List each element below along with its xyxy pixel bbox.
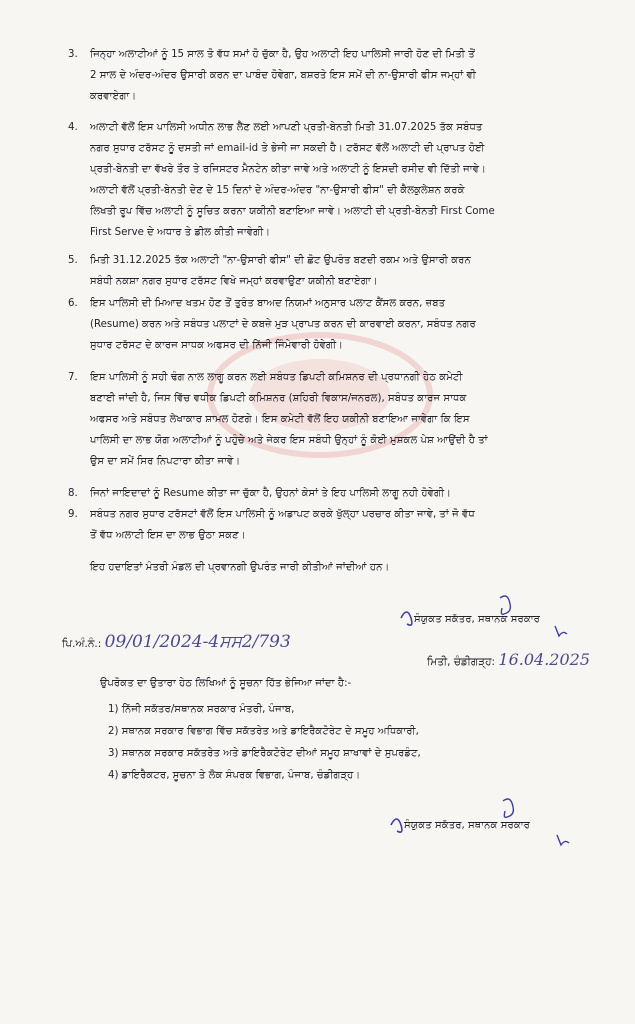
item-text-line: First Serve ਦੇ ਅਧਾਰ ਤੇ ਡੀਲ ਕੀਤੀ ਜਾਵੇਗੀ। [90,227,271,238]
distribution-item: 3) ਸਥਾਨਕ ਸਰਕਾਰ ਸਕੱਤਰੇਤ ਅਤੇ ਡਾਇਰੈਕਟੋਰੇਟ ਦੀਆਂ ਸਮੂਹ ਸ਼ਾਖਾਵਾਂ ਦੇ ਸੁਪਰਡੰਟ, [108,748,421,759]
distribution-item: 2) ਸਥਾਨਕ ਸਰਕਾਰ ਵਿਭਾਗ ਵਿੱਚ ਸਕੱਤਰੇਤ ਅਤੇ ਡਾਇਰੈਕਟੋਰੇਟ ਦੇ ਸਮੂਹ ਅਧਿਕਾਰੀ, [108,726,419,737]
item-text-line: ਇਸ ਪਾਲਿਸੀ ਦੀ ਮਿਆਦ ਖਤਮ ਹੋਣ ਤੋਂ ਤੁਰੰਤ ਬਾਅਦ ਨਿਯਮਾਂ ਅਨੁਸਾਰ ਪਲਾਟ ਕੈਂਸਲ ਕਰਨ, ਜ਼ਬਤ [90,298,446,309]
item-number: 7. [68,372,78,383]
item-text-line: ਸਬੰਧਤ ਨਗਰ ਸੁਧਾਰ ਟਰੱਸਟਾਂ ਵੱਲੋਂ ਇਸ ਪਾਲਿਸੀ ਨੂੰ ਅਡਾਪਟ ਕਰਕੇ ਖੁੱਲ੍ਹਾ ਪਰਚਾਰ ਕੀਤਾ ਜਾਵੇ, ਤਾਂ ਜੋ ਵੱਧ [90,509,475,520]
item-text-line: ਅਫਸਰ ਅਤੇ ਸਬੰਧਤ ਲੇਖਾਕਾਰ ਸ਼ਾਮਲ ਹੋਣਗੇ। ਇਸ ਕਮੇਟੀ ਵੱਲੋਂ ਇਹ ਯਕੀਨੀ ਬਣਾਇਆ ਜਾਵੇਗਾ ਕਿ ਇਸ [90,414,470,425]
item-text-line: ਇਸ ਪਾਲਿਸੀ ਨੂੰ ਸਹੀ ਢੰਗ ਨਾਲ ਲਾਗੂ ਕਰਨ ਲਈ ਸਬੰਧਤ ਡਿਪਟੀ ਕਮਿਸ਼ਨਰ ਦੀ ਪ੍ਰਧਾਨਗੀ ਹੇਠ ਕਮੇਟੀ [90,372,463,383]
item-text-line: ਮਿਤੀ 31.12.2025 ਤੱਕ ਅਲਾਟੀ "ਨਾ-ਉਸਾਰੀ ਫੀਸ" ਦੀ ਛੋਟ ਉਪਰੰਤ ਬਣਦੀ ਰਕਮ ਅਤੇ ਉਸਾਰੀ ਕਰਨ [90,255,471,266]
date-value: 16.04.2025 [498,650,591,669]
item-number: 8. [68,488,78,499]
policy-item [68,293,610,356]
item-text-line: ਸੁਧਾਰ ਟਰੱਸਟ ਦੇ ਕਾਰਜ ਸਾਧਕ ਅਫਸਰ ਦੀ ਨਿੱਜੀ ਜਿੰਮੇਵਾਰੀ ਹੋਵੇਗੀ। [90,340,344,351]
item-text-line: ਨਗਰ ਸੁਧਾਰ ਟਰੱਸਟ ਨੂੰ ਦਸਤੀ ਜਾਂ email-id ਤੇ ਭੇਜੀ ਜਾ ਸਕਦੀ ਹੈ। ਟਰੱਸਟ ਵੱਲੋਂ ਅਲਾਟੀ ਦੀ ਪ੍ਰਾਪਤ ਹੋਈ [90,143,485,154]
policy-item [68,483,610,504]
signature-title-1: ਸੰਯੁਕਤ ਸਕੱਤਰ, ਸਥਾਨਕ ਸਰਕਾਰ [414,614,541,625]
item-text-line: ਉਸ ਦਾ ਸਮੇਂ ਸਿਰ ਨਿਪਟਾਰਾ ਕੀਤਾ ਜਾਵੇ। [90,456,241,467]
policy-item [68,504,610,546]
item-number: 5. [68,255,78,266]
item-number: 9. [68,509,78,520]
item-text-line: ਪਾਲਿਸੀ ਦਾ ਲਾਭ ਯੋਗ ਅਲਾਟੀਆਂ ਨੂੰ ਪਹੁੰਚੇ ਅਤੇ ਜੇਕਰ ਇਸ ਸਬੰਧੀ ਉਨ੍ਹਾਂ ਨੂੰ ਕੋਈ ਮੁਸ਼ਕਲ ਪੇਸ਼ ਆਉਂਦੀ ਹੈ ਤਾਂ [90,435,488,446]
item-text-line: ਸਬੰਧੀ ਨਕਸ਼ਾ ਨਗਰ ਸੁਧਾਰ ਟਰੱਸਟ ਵਿਖੇ ਜਮ੍ਹਾਂ ਕਰਵਾਉਣਾ ਯਕੀਨੀ ਬਣਾਏਗਾ। [90,276,378,287]
policy-item [68,117,610,243]
reference-prefix: ਪਿ.ਅੰ.ਨੰ.: [62,638,102,650]
item-text-line: ਜਿਨ੍ਹਾ ਅਲਾਟੀਆਂ ਨੂੰ 15 ਸਾਲ ਤੋ ਵੱਧ ਸਮਾਂ ਹੋ ਚੁੱਕਾ ਹੈ, ਉਹ ਅਲਾਟੀ ਇਹ ਪਾਲਿਸੀ ਜਾਰੀ ਹੋਣ ਦੀ ਮਿਤੀ ਤੋਂ [90,49,475,60]
item-text-line: ਬਣਾਈ ਜਾਂਦੀ ਹੈ, ਜਿਸ ਵਿੱਚ ਵਧੀਕ ਡਿਪਟੀ ਕਮਿਸ਼ਨਰ (ਸ਼ਹਿਰੀ ਵਿਕਾਸ/ਜਨਰਲ), ਸਬੰਧਤ ਕਾਰਜ ਸਾਧਕ [90,393,467,404]
item-text-line: ਲਿਖਤੀ ਰੂਪ ਵਿੱਚ ਅਲਾਟੀ ਨੂੰ ਸੂਚਿਤ ਕਰਨਾ ਯਕੀਨੀ ਬਣਾਇਆ ਜਾਵੇ। ਅਲਾਟੀ ਦੀ ਪ੍ਰਤੀ-ਬੇਨਤੀ First Come [90,206,495,217]
date-line [427,650,590,669]
item-text-line: ਅਲਾਟੀ ਵੱਲੋਂ ਪ੍ਰਤੀ-ਬੇਨਤੀ ਦੇਣ ਦੇ 15 ਦਿਨਾਂ ਦੇ ਅੰਦਰ-ਅੰਦਰ "ਨਾ-ਉਸਾਰੀ ਫੀਸ" ਦੀ ਕੈਲਕੁਲੇਸ਼ਨ ਕਰਕੇ [90,185,465,196]
item-text-line: ਪ੍ਰਤੀ-ਬੇਨਤੀ ਦਾ ਵੱਖਰੇ ਤੌਰ ਤੇ ਰਜਿਸਟਰ ਮੈਨਟੇਨ ਕੀਤਾ ਜਾਵੇ ਅਤੇ ਅਲਾਟੀ ਨੂੰ ਇਸਦੀ ਰਸੀਦ ਵੀ ਦਿੱਤੀ ਜਾਵੇ। [90,164,486,175]
item-number: 4. [68,122,78,133]
item-text-line: ਅਲਾਟੀ ਵੱਲੋਂ ਇਸ ਪਾਲਿਸੀ ਅਧੀਨ ਲਾਭ ਲੈਣ ਲਈ ਆਪਣੀ ਪ੍ਰਤੀ-ਬੇਨਤੀ ਮਿਤੀ 31.07.2025 ਤੱਕ ਸਬੰਧਤ [90,122,483,133]
item-number: 3. [68,49,78,60]
signature-title-2: ਸੰਯੁਕਤ ਸਕੱਤਰ, ਸਥਾਨਕ ਸਰਕਾਰ [404,820,531,831]
item-text-line: ਜਿਨਾਂ ਜਾਇਦਾਦਾਂ ਨੂੰ Resume ਕੀਤਾ ਜਾ ਚੁੱਕਾ ਹੈ, ਉਹਨਾਂ ਕੇਸਾਂ ਤੇ ਇਹ ਪਾਲਿਸੀ ਲਾਗੂ ਨਹੀ ਹੋਵੇਗੀ। [90,488,452,499]
item-text-line: ਕਰਵਾਏਗਾ। [90,91,137,102]
date-label: ਮਿਤੀ, ਚੰਡੀਗੜ੍ਹ: [427,656,496,668]
item-text-line: 2 ਸਾਲ ਦੇ ਅੰਦਰ-ਅੰਦਰ ਉਸਾਰੀ ਕਰਨ ਦਾ ਪਾਬੰਦ ਹੋਵੇਗਾ, ਬਸ਼ਰਤੇ ਇਸ ਸਮੇਂ ਦੀ ਨਾ-ਉਸਾਰੀ ਫੀਸ ਜਮ੍ਹਾਂ ਵੀ [90,70,476,81]
policy-item [68,250,610,292]
item-text-line: (Resume) ਕਰਨ ਅਤੇ ਸਬੰਧਤ ਪਲਾਟਾਂ ਦੇ ਕਬਜ਼ੇ ਮੁੜ ਪ੍ਰਾਪਤ ਕਰਨ ਦੀ ਕਾਰਵਾਈ ਕਰਨਾ, ਸਬੰਧਤ ਨਗਰ [90,319,476,330]
reference-number: 09/01/2024-4ਸਸ2/793 [104,632,291,652]
reference-line [62,632,291,652]
item-text-line: ਤੋਂ ਵੱਧ ਅਲਾਟੀ ਇਸ ਦਾ ਲਾਭ ਉਠਾ ਸਕਣ। [90,530,246,541]
distribution-item: 4) ਡਾਇਰੈਕਟਰ, ਸੂਚਨਾ ਤੇ ਲੋਕ ਸੰਪਰਕ ਵਿਭਾਗ, ਪੰਜਾਬ, ਚੰਡੀਗੜ੍ਹ। [108,770,361,781]
item-number: 6. [68,298,78,309]
distribution-item: 1) ਨਿੱਜੀ ਸਕੱਤਰ/ਸਥਾਨਕ ਸਰਕਾਰ ਮੰਤਰੀ, ਪੰਜਾਬ, [108,704,295,715]
copy-intro: ਉਪਰੋਕਤ ਦਾ ਉਤਾਰਾ ਹੇਠ ਲਿਖਿਆਂ ਨੂੰ ਸੂਚਨਾ ਹਿੱਤ ਭੇਜਿਆ ਜਾਂਦਾ ਹੈ:- [100,678,352,689]
policy-item [68,44,610,107]
policy-item [68,367,610,472]
closing-statement: ਇਹ ਹਦਾਇਤਾਂ ਮੰਤਰੀ ਮੰਡਲ ਦੀ ਪ੍ਰਵਾਨਗੀ ਉਪਰੰਤ ਜਾਰੀ ਕੀਤੀਆਂ ਜਾਂਦੀਆਂ ਹਨ। [90,562,390,573]
